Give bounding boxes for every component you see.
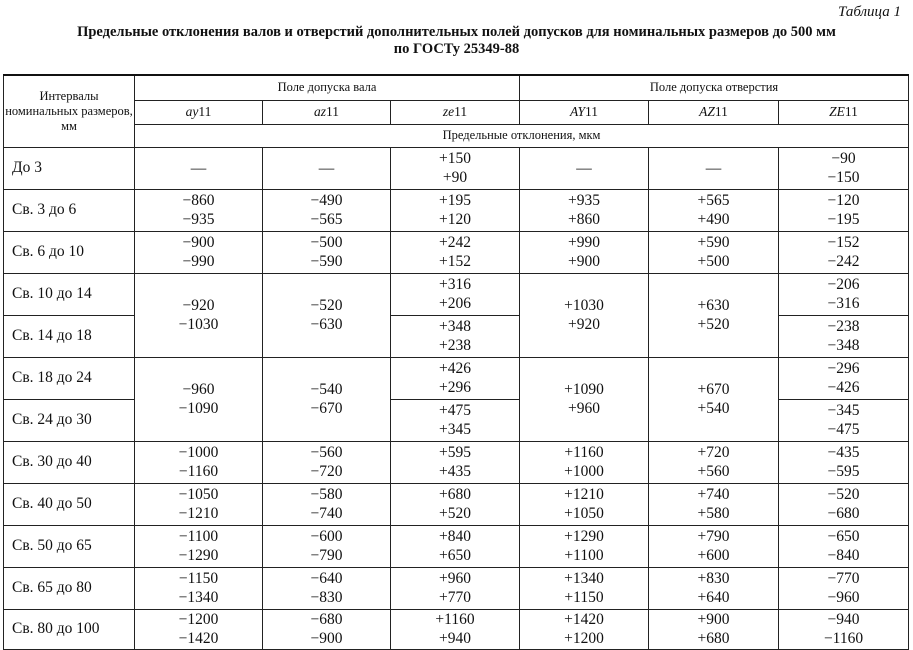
cell-az11: −680 −900 [263,609,391,649]
cell-az11: −540 −670 [263,357,391,441]
cell-ze11: +840 +650 [391,525,520,567]
row-label: Св. 6 до 10 [4,231,135,273]
header-field-az11: az11 [263,100,391,124]
cell-az11: −640 −830 [263,567,391,609]
cell-ZE11: −296 −426 [779,357,909,399]
cell-AY11: +935 +860 [520,189,649,231]
cell-ze11: +1160 +940 [391,609,520,649]
cell-AY11: — [520,147,649,189]
cell-AY11: +1160 +1000 [520,441,649,483]
cell-ZE11: −435 −595 [779,441,909,483]
cell-AZ11: +590 +500 [649,231,779,273]
cell-ay11: −920 −1030 [135,273,263,357]
row-label: До 3 [4,147,135,189]
cell-ZE11: −770 −960 [779,567,909,609]
cell-ze11: +242 +152 [391,231,520,273]
cell-az11: −580 −740 [263,483,391,525]
row-label: Св. 40 до 50 [4,483,135,525]
cell-ze11: +475 +345 [391,399,520,441]
cell-az11: −490 −565 [263,189,391,231]
row-label: Св. 80 до 100 [4,609,135,649]
table-row [4,147,909,189]
cell-ZE11: −940 −1160 [779,609,909,649]
cell-AZ11: — [649,147,779,189]
cell-ay11: −1050 −1210 [135,483,263,525]
cell-ZE11: −238 −348 [779,315,909,357]
cell-ze11: +680 +520 [391,483,520,525]
cell-ay11: −1000 −1160 [135,441,263,483]
cell-AZ11: +900 +680 [649,609,779,649]
cell-az11: — [263,147,391,189]
table-row [4,441,909,483]
cell-ze11: +195 +120 [391,189,520,231]
cell-AZ11: +790 +600 [649,525,779,567]
header-hole-group: Поле допуска отверстия [520,75,909,100]
cell-AZ11: +565 +490 [649,189,779,231]
cell-ay11: −860 −935 [135,189,263,231]
row-label: Св. 65 до 80 [4,567,135,609]
header-intervals: Интервалы номинальных размеров, мм [4,75,135,147]
row-label: Св. 3 до 6 [4,189,135,231]
cell-AY11: +990 +900 [520,231,649,273]
header-field-ay11: ay11 [135,100,263,124]
cell-ZE11: −90 −150 [779,147,909,189]
cell-ze11: +150 +90 [391,147,520,189]
cell-AZ11: +830 +640 [649,567,779,609]
table-row [4,609,909,649]
row-label: Св. 50 до 65 [4,525,135,567]
cell-AY11: +1340 +1150 [520,567,649,609]
cell-ZE11: −520 −680 [779,483,909,525]
cell-az11: −520 −630 [263,273,391,357]
cell-AY11: +1210 +1050 [520,483,649,525]
header-field-ze11: ze11 [391,100,520,124]
table-row [4,567,909,609]
table-row [4,357,909,399]
cell-ay11: −1200 −1420 [135,609,263,649]
table-title-line-2: по ГОСТу 25349-88 [393,41,520,57]
cell-ZE11: −206 −316 [779,273,909,315]
table-title-line-1: Предельные отклонения валов и отверстий дополнительных полей допусков для номинальных размеров до 500 мм [77,24,836,40]
cell-ZE11: −345 −475 [779,399,909,441]
table-number-label: Таблица 1 [838,4,901,20]
cell-AY11: +1420 +1200 [520,609,649,649]
header-field-AY11: AY11 [520,100,649,124]
row-label: Св. 30 до 40 [4,441,135,483]
cell-az11: −600 −790 [263,525,391,567]
table-title [0,24,913,58]
header-shaft-group: Поле допуска вала [135,75,520,100]
cell-AZ11: +720 +560 [649,441,779,483]
table-row [4,273,909,315]
header-deviations-unit: Предельные отклонения, мкм [135,124,909,147]
cell-ZE11: −152 −242 [779,231,909,273]
cell-ze11: +960 +770 [391,567,520,609]
table-row [4,483,909,525]
cell-ay11: — [135,147,263,189]
table-row [4,189,909,231]
cell-AZ11: +670 +540 [649,357,779,441]
table-row [4,231,909,273]
cell-ze11: +426 +296 [391,357,520,399]
cell-AY11: +1030 +920 [520,273,649,357]
cell-AY11: +1090 +960 [520,357,649,441]
cell-ze11: +348 +238 [391,315,520,357]
cell-ay11: −960 −1090 [135,357,263,441]
row-label: Св. 10 до 14 [4,273,135,315]
row-label: Св. 24 до 30 [4,399,135,441]
cell-ay11: −1150 −1340 [135,567,263,609]
row-label: Св. 14 до 18 [4,315,135,357]
cell-AZ11: +740 +580 [649,483,779,525]
cell-az11: −500 −590 [263,231,391,273]
cell-AZ11: +630 +520 [649,273,779,357]
row-label: Св. 18 до 24 [4,357,135,399]
cell-ZE11: −120 −195 [779,189,909,231]
cell-ay11: −1100 −1290 [135,525,263,567]
cell-az11: −560 −720 [263,441,391,483]
header-field-ZE11: ZE11 [779,100,909,124]
tolerance-deviations-table [3,74,909,650]
cell-ze11: +316 +206 [391,273,520,315]
cell-ZE11: −650 −840 [779,525,909,567]
cell-AY11: +1290 +1100 [520,525,649,567]
table-row [4,525,909,567]
cell-ze11: +595 +435 [391,441,520,483]
cell-ay11: −900 −990 [135,231,263,273]
header-field-AZ11: AZ11 [649,100,779,124]
